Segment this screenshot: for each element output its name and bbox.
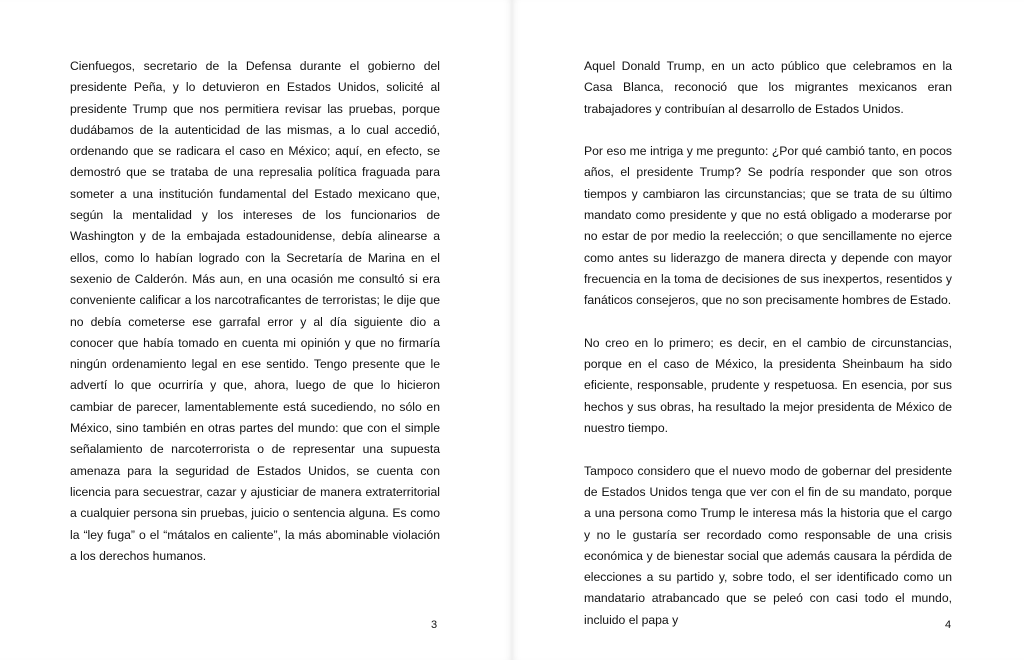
page-number: 3 — [431, 619, 438, 631]
paragraph: No creo en lo primero; es decir, en el cambio de circunstancias, porque en el caso de México, la presidenta Sheinbaum ha sido eficiente, responsable, prudente y respetuosa. En esencia, por sus hechos y sus obras, ha resultado la mejor presidenta de México de nuestro tiempo. — [584, 335, 952, 436]
paragraph: Tampoco considero que el nuevo modo de gobernar del presidente de Estados Unidos tenga que ver con el fin de su mandato, porque a una persona como Trump le interesa más la historia que el cargo y no le gustaría ser recordado como responsable de una crisis económica y de bienestar social que además causara la pérdida de elecciones a su partido y, sobre todo, el ser identificado como un mandatario atrabancado que se peleó con casi todo el mundo, incluido el papa y — [584, 463, 952, 627]
paragraph: Cienfuegos, secretario de la Defensa durante el gobierno del presidente Peña, y lo detuvieron en Estados Unidos, solicité al presidente Trump que nos permitiera revisar las pruebas, porque dudábamos de la autenticidad de las mismas, a lo cual accedió, ordenando que se radicara el caso en México; aquí, en efecto, se demostró que se trataba de una represalia política fraguada para someter a una institución fundamental del Estado mexicano que, según la mentalidad y los intereses de los funcionarios de Washington y de la embajada estadounidense, debía alinearse a ellos, como lo habían logrado con la Secretaría de Marina en el sexenio de Calderón. Más aun, en una ocasión me consultó si era conveniente calificar a los narcotraficantes de terroristas; le dije que no debía cometerse ese garrafal error y al día siguiente dio a conocer que había tomado en cuenta mi opinión y que no firmaría ningún ordenamiento legal en ese sentido. Tengo presente que le advertí lo que ocurriría y que, ahora, luego de que lo hicieron cambiar de parecer, lamentablemente está sucediendo, no sólo en México, sino también en otras partes del mundo: que con el simple señalamiento de narcoterrorista o de representar una supuesta amenaza para la seguridad de Estados Unidos, se cuenta con licencia para secuestrar, cazar y ajusticiar de manera extraterritorial a cualquier persona sin pruebas, juicio o sentencia alguna. Es como la “ley fuga” o el “mátalos en caliente”, la más abominable violación a los derechos humanos. — [70, 59, 440, 563]
left-page-text — [70, 56, 440, 567]
right-page-text — [584, 56, 952, 631]
page-number: 4 — [945, 619, 952, 631]
paragraph: Aquel Donald Trump, en un acto público que celebramos en la Casa Blanca, reconoció que los migrantes mexicanos eran trabajadores y contribuían al desarrollo de Estados Unidos. — [584, 59, 952, 116]
right-page — [512, 0, 1024, 660]
paragraph: Por eso me intriga y me pregunto: ¿Por qué cambió tanto, en pocos años, el presidente Trump? Se podría responder que son otros tiempos y cambiaron las circunstancias; que se trata de su último mandato como presidente y que no está obligado a moderarse por no estar de por medio la reelección; o que sencillamente no ejerce como antes su liderazgo de manera directa y depende con mayor frecuencia en la toma de decisiones de sus inexpertos, resentidos y fanáticos consejeros, que no son precisamente hombres de Estado. — [584, 144, 952, 308]
